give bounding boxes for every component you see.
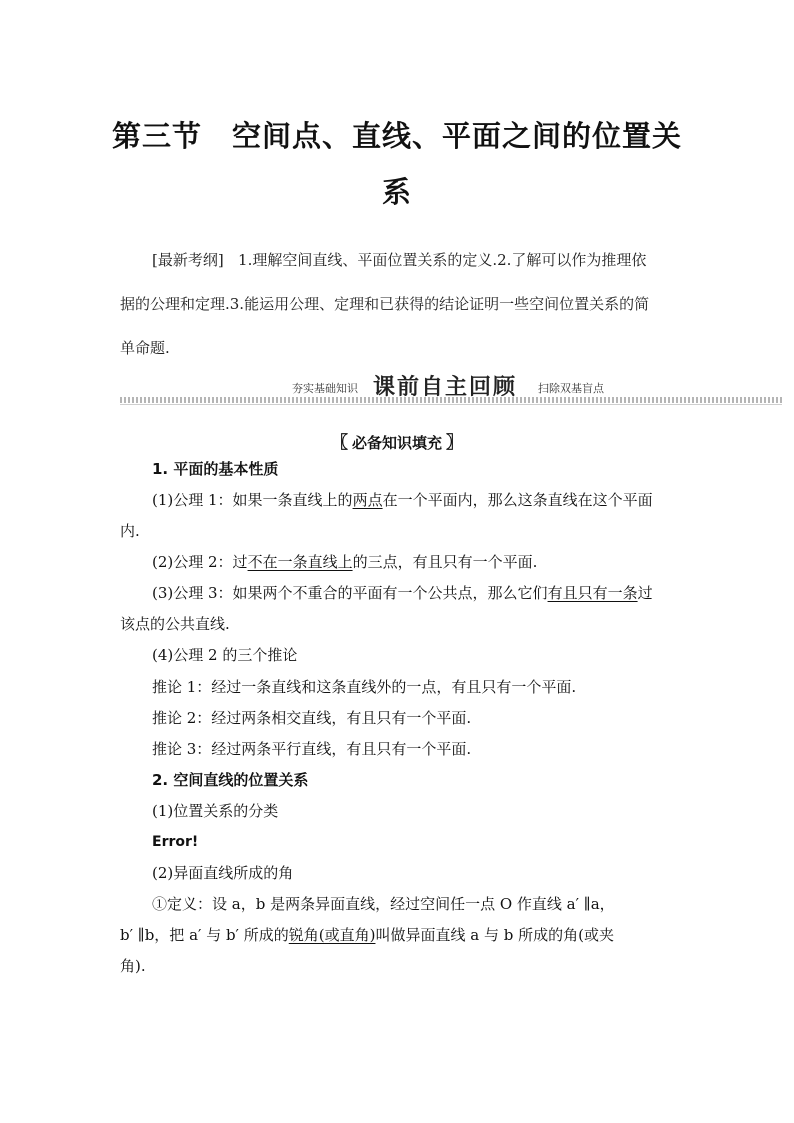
answer-blank: 两点: [352, 491, 383, 509]
definition-line-3: 角).: [120, 957, 146, 975]
page-title-continued: 系: [381, 175, 412, 209]
banner-right-caption: 扫除双基盲点: [538, 382, 604, 395]
corollary-1: 推论 1：经过一条直线和这条直线外的一点，有且只有一个平面.: [152, 678, 577, 696]
heading-line-relations: 2. 空间直线的位置关系: [152, 771, 309, 789]
corollary-3: 推论 3：经过两条平行直线，有且只有一个平面.: [152, 740, 472, 758]
definition-line-1: ①定义：设 a，b 是两条异面直线，经过空间任一点 O 作直线 a′ ∥a，: [152, 895, 615, 913]
title-text: 空间点、直线、平面之间的位置关: [232, 119, 683, 153]
title-section-number: 第三节: [111, 119, 202, 153]
axiom-3-line: (3)公理 3：如果两个不重合的平面有一个公共点，那么它们有且只有一条过: [152, 584, 653, 602]
banner-title: 课前自主回顾: [373, 375, 518, 400]
classification-heading: (1)位置关系的分类: [152, 802, 279, 820]
syllabus-tag: [最新考纲]: [152, 251, 224, 269]
section-banner: [120, 370, 782, 410]
axiom-1-line: (1)公理 1：如果一条直线上的两点在一个平面内，那么这条直线在这个平面: [152, 491, 653, 509]
section-heading: 〖 必备知识填充 〗: [330, 433, 463, 453]
page-title: [100, 114, 694, 155]
error-text: Error!: [152, 834, 199, 850]
corollaries-heading: (4)公理 2 的三个推论: [152, 646, 298, 664]
answer-blank: 不在一条直线上: [247, 553, 353, 571]
banner-left-caption: 夯实基础知识: [292, 382, 358, 395]
left-bracket-icon: 〖: [330, 433, 348, 453]
axiom-1-line-cont: 内.: [120, 522, 140, 540]
syllabus-outline: [最新考纲] 1.理解空间直线、平面位置关系的定义.2.了解可以作为推理依 据的公理和定理.3.能运用公理、定理和已获得的结论证明一些空间位置关系的简 单命题.: [120, 251, 650, 357]
heading-plane-properties: 1. 平面的基本性质: [152, 460, 279, 478]
definition-line-2: b′ ∥b，把 a′ 与 b′ 所成的锐角(或直角)叫做异面直线 a 与 b 所成的角(或夹: [120, 926, 614, 944]
corollary-2: 推论 2：经过两条相交直线，有且只有一个平面.: [152, 709, 472, 727]
skew-angle-heading: (2)异面直线所成的角: [152, 864, 294, 882]
axiom-3-line-cont: 该点的公共直线.: [120, 615, 230, 633]
answer-blank: 有且只有一条: [547, 584, 638, 602]
axiom-2-line: (2)公理 2：过不在一条直线上的三点，有且只有一个平面.: [152, 553, 538, 571]
right-bracket-icon: 〗: [446, 433, 463, 453]
answer-blank: 锐角(或直角): [288, 926, 376, 944]
